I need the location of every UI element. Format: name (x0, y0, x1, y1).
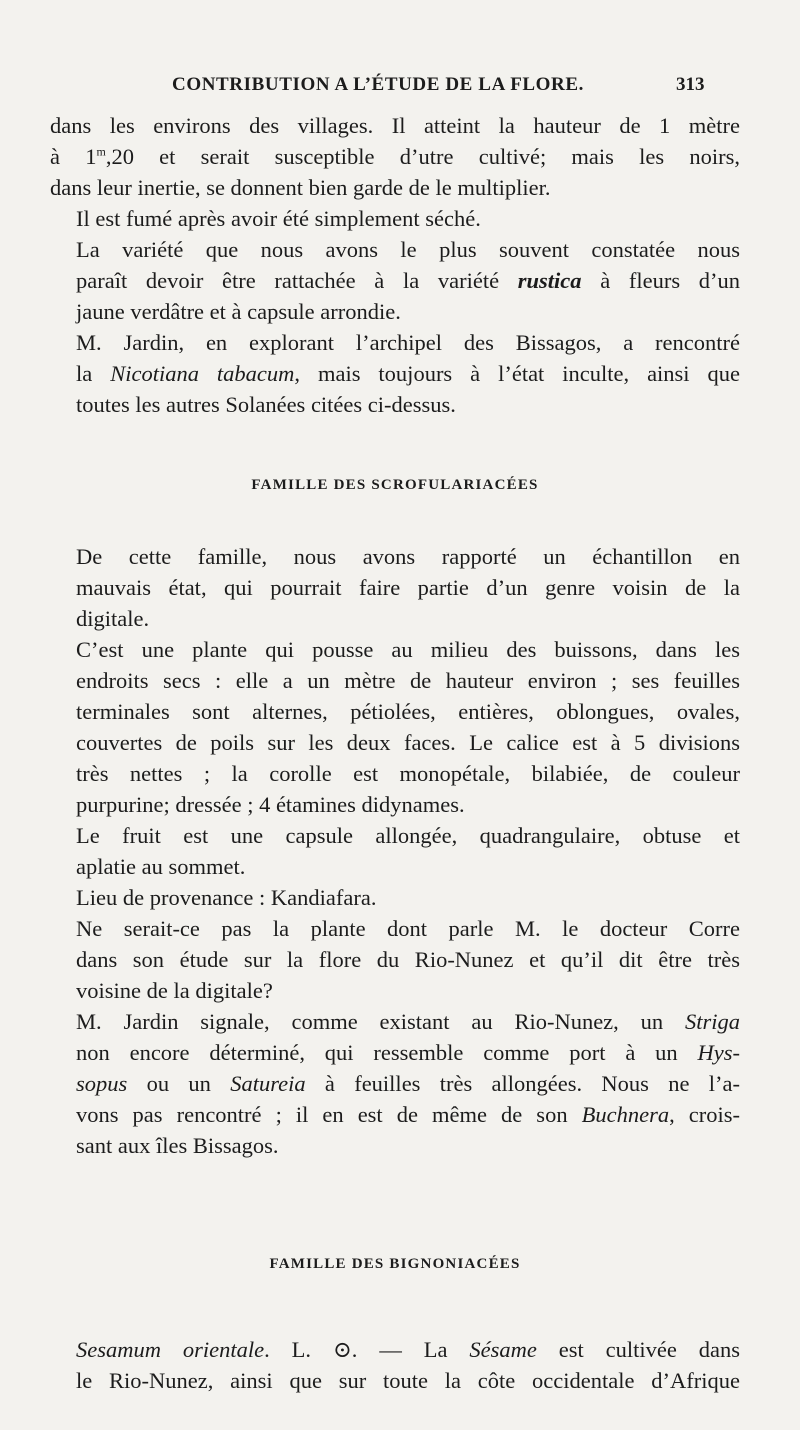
text-line: M. Jardin signale, comme existant au Rio-Nunez, un Striga (76, 1009, 740, 1034)
paragraph-provenance (50, 882, 740, 913)
species-name: Hys- (697, 1040, 740, 1065)
paragraph-striga (50, 1006, 740, 1161)
text-line: C’est une plante qui pousse au milieu des buissons, dans les (76, 637, 740, 662)
paragraph-fruit (50, 820, 740, 882)
text-line: digitale. (76, 606, 150, 631)
paragraph-specimen (50, 541, 740, 634)
paragraph-smoked (50, 203, 740, 234)
text-line: dans les environs des villages. Il atteint la hauteur de 1 mètre (50, 113, 740, 138)
body-text (50, 110, 740, 1396)
species-name: sopus (76, 1071, 128, 1096)
text-line: endroits secs : elle a un mètre de hauteur environ ; ses feuilles (76, 668, 740, 693)
paragraph-sesamum (50, 1334, 740, 1396)
text-line: la Nicotiana tabacum, mais toujours à l’état inculte, ainsi que (76, 361, 741, 386)
paragraph-jardin-bissagos (50, 327, 740, 420)
page-number: 313 (676, 74, 705, 95)
text-line: Sesamum orientale. L. ⊙. — La Sésame est cultivée dans (76, 1337, 741, 1362)
section-heading-bignoniacees: FAMILLE DES BIGNONIACÉES (269, 1256, 521, 1272)
species-name: rustica (517, 268, 582, 293)
text-line: Lieu de provenance : Kandiafara. (76, 885, 377, 910)
species-name: Buchnera (581, 1102, 670, 1127)
text-line: très nettes ; la corolle est monopétale, bilabiée, de couleur (76, 761, 740, 786)
text-line: voisine de la digitale? (76, 978, 273, 1003)
paragraph-description (50, 634, 740, 820)
text-line: couvertes de poils sur les deux faces. Le calice est à 5 divisions (76, 730, 740, 755)
text-line: Ne serait-ce pas la plante dont parle M. le docteur Corre (76, 916, 740, 941)
section-heading-scrofulariacees: FAMILLE DES SCROFULARIACÉES (251, 477, 539, 493)
text-line: jaune verdâtre et à capsule arrondie. (76, 299, 401, 324)
text-line: De cette famille, nous avons rapporté un échantillon en (76, 544, 740, 569)
text-line: purpurine; dressée ; 4 étamines didynames. (76, 792, 465, 817)
text-line: aplatie au sommet. (76, 854, 246, 879)
text-line: dans leur inertie, se donnent bien garde de le multiplier. (50, 175, 551, 200)
text-line: Il est fumé après avoir été simplement séché. (76, 206, 481, 231)
page-header (0, 74, 800, 104)
species-name: Sésame (469, 1337, 537, 1362)
text-line: terminales sont alternes, pétiolées, entières, oblongues, ovales, (76, 699, 740, 724)
text-line: Le fruit est une capsule allongée, quadrangulaire, obtuse et (76, 823, 740, 848)
species-name: Sesamum orientale (76, 1337, 265, 1362)
species-name: Satureia (230, 1071, 306, 1096)
text-line: à 1$^m$,20 et serait susceptible d’utre cultivé; mais les noirs, (50, 144, 740, 169)
species-name: Striga (684, 1009, 740, 1034)
text-line: vons pas rencontré ; il en est de même de son Buchnera, crois- (76, 1102, 740, 1127)
species-name: Nicotiana tabacum (110, 361, 295, 386)
text-line: sopus ou un Satureia à feuilles très allongées. Nous ne l’a- (76, 1071, 740, 1096)
paragraph-variety (50, 234, 740, 327)
text-line: mauvais état, qui pourrait faire partie d’un genre voisin de la (76, 575, 740, 600)
paragraph-tobacco-height (50, 110, 740, 203)
running-title: CONTRIBUTION A L’ÉTUDE DE LA FLORE. (172, 74, 585, 95)
text-line: sant aux îles Bissagos. (76, 1133, 279, 1158)
text-line: La variété que nous avons le plus souvent constatée nous (76, 237, 740, 262)
text-line: le Rio-Nunez, ainsi que sur toute la côte occidentale d’Afrique (76, 1368, 740, 1393)
text-line: non encore déterminé, qui ressemble comme port à un Hys- (76, 1040, 740, 1065)
text-line: dans son étude sur la flore du Rio-Nunez et qu’il dit être très (76, 947, 740, 972)
text-line: M. Jardin, en explorant l’archipel des Bissagos, a rencontré (76, 330, 740, 355)
text-line: toutes les autres Solanées citées ci-dessus. (76, 392, 456, 417)
text-line: paraît devoir être rattachée à la variété rustica à fleurs d’un (76, 268, 740, 293)
paragraph-corre (50, 913, 740, 1006)
